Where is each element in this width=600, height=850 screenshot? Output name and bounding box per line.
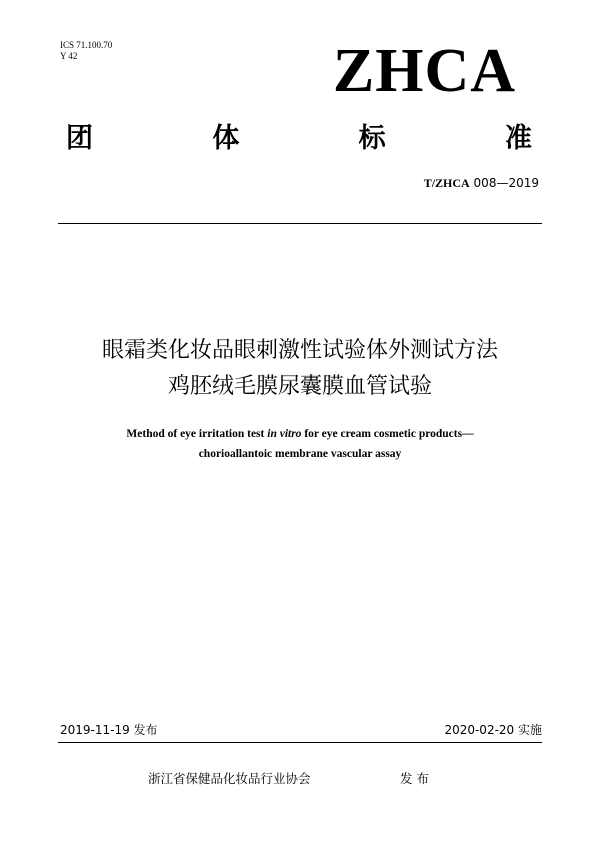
title-en-line2: chorioallantoic membrane vascular assay <box>198 448 402 460</box>
standard-number-code: T/ZHCA <box>423 176 470 190</box>
standard-number <box>424 176 539 190</box>
title-en-line1-italic: in vitro <box>267 428 302 440</box>
classification-codes <box>60 40 112 62</box>
top-divider <box>58 223 542 224</box>
standard-type-char: 团 <box>66 123 93 154</box>
publisher-name: 浙江省保健品化妆品行业协会 <box>148 771 311 786</box>
title-en-line1-suffix: for eye cream cosmetic products— <box>301 428 474 440</box>
implementation-date: 2020-02-20 实施 <box>444 723 542 737</box>
standard-number-value: 008—2019 <box>473 176 539 190</box>
publish-label: 发 布 <box>400 771 429 786</box>
title-cn-line1: 眼霜类化妆品眼刺激性试验体外测试方法 <box>101 338 498 363</box>
brand-logo-text: ZHCA <box>332 37 516 105</box>
standard-type-char: 标 <box>358 123 386 154</box>
standard-type-char: 体 <box>212 123 240 154</box>
bottom-divider <box>58 742 542 743</box>
title-en-line1 <box>0 427 600 442</box>
category-code: Y 42 <box>60 51 78 61</box>
standard-type-heading <box>66 124 532 154</box>
title-cn-line2: 鸡胚绒毛膜尿囊膜血管试验 <box>167 374 432 399</box>
title-en-line1-prefix: Method of eye irritation test <box>126 428 268 440</box>
issue-date: 2019-11-19 发布 <box>60 723 158 737</box>
standard-type-char: 准 <box>504 123 532 154</box>
ics-code: ICS 71.100.70 <box>60 40 113 50</box>
